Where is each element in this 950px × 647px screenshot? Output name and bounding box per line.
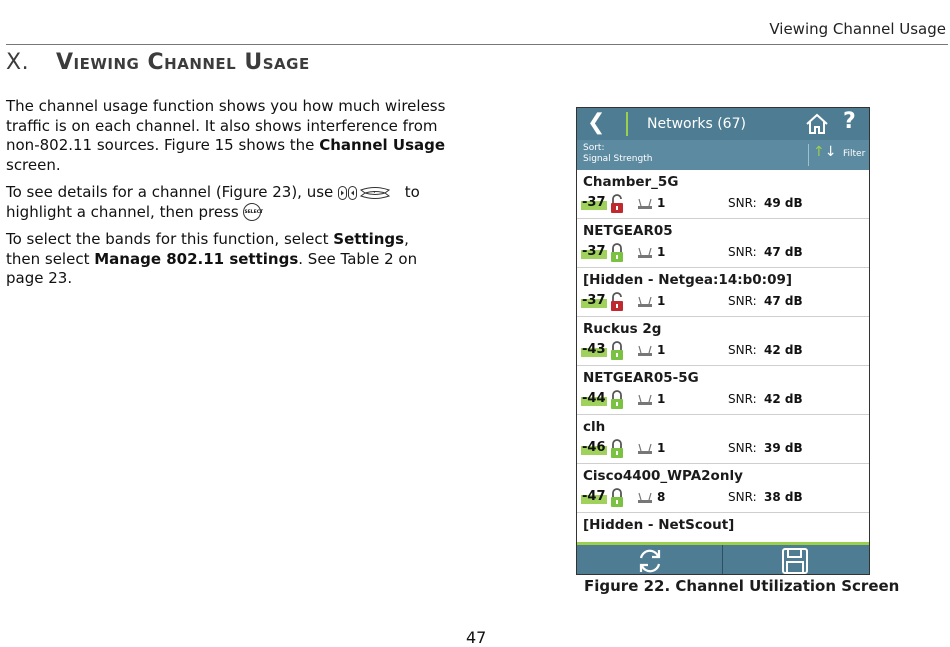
- paragraph-details: [6, 183, 446, 222]
- section-number: X.: [6, 50, 30, 75]
- sort-separator: [808, 144, 809, 166]
- snr-value: 38 dB: [764, 490, 803, 504]
- snr-value: 49 dB: [764, 196, 803, 210]
- access-point-count: 1: [657, 294, 666, 308]
- sort-bar: [577, 140, 869, 170]
- access-point-icon: [638, 443, 652, 455]
- manage-settings-term: Manage 802.11 settings: [94, 249, 299, 268]
- access-point-count: 1: [657, 196, 666, 210]
- signal-strength: -37: [582, 293, 606, 308]
- header-rule: [6, 44, 948, 45]
- refresh-icon: [635, 546, 665, 575]
- network-name: NETGEAR05: [583, 223, 673, 239]
- lock-icon: [609, 243, 625, 263]
- signal-strength: -37: [582, 244, 606, 259]
- lock-icon: [609, 390, 625, 410]
- signal-strength: -43: [582, 342, 606, 357]
- signal-strength: -44: [582, 391, 606, 406]
- network-row[interactable]: [577, 415, 869, 464]
- network-row[interactable]: [577, 317, 869, 366]
- paragraph-bands: [6, 230, 446, 289]
- network-list: [577, 170, 869, 562]
- snr-value: 42 dB: [764, 343, 803, 357]
- network-name: [Hidden - NetScout]: [583, 517, 735, 533]
- signal-strength: -47: [582, 489, 606, 504]
- paragraph-bands-b: , then select: [6, 230, 409, 268]
- paragraph-intro-text: The channel usage function shows you how much wireless traffic is on each channel. It also shows interference from non-802.11 sources. Figure 15 shows the: [6, 97, 446, 154]
- snr-value: 47 dB: [764, 245, 803, 259]
- save-button[interactable]: [723, 545, 868, 575]
- access-point-icon: [638, 296, 652, 308]
- unlocked-icon: [609, 194, 625, 214]
- paragraph-intro-end: screen.: [6, 155, 61, 174]
- network-name: [Hidden - Netgea:14:b0:09]: [583, 272, 793, 288]
- signal-strength: -37: [582, 195, 606, 210]
- help-button[interactable]: ?: [843, 109, 856, 134]
- network-name: clh: [583, 419, 606, 435]
- access-point-icon: [638, 394, 652, 406]
- screen-title: Networks (67): [647, 116, 746, 132]
- access-point-count: 1: [657, 441, 666, 455]
- arrow-keys-icon: [338, 185, 400, 201]
- network-row[interactable]: [577, 268, 869, 317]
- paragraph-details-b: to highlight a channel, then press: [6, 183, 420, 221]
- section-heading: [6, 50, 310, 75]
- paragraph-bands-c: . See Table 2 on page 23.: [6, 249, 418, 287]
- home-icon[interactable]: [805, 112, 829, 140]
- network-name: Chamber_5G: [583, 174, 679, 190]
- network-name: Ruckus 2g: [583, 321, 662, 337]
- snr-label: SNR:: [728, 490, 757, 504]
- filter-button[interactable]: Filter: [843, 149, 866, 159]
- chevron-left-icon[interactable]: ❮: [587, 110, 606, 135]
- title-separator: [626, 112, 628, 136]
- access-point-count: 1: [657, 343, 666, 357]
- settings-term: Settings: [333, 230, 405, 248]
- access-point-count: 1: [657, 392, 666, 406]
- lock-icon: [609, 488, 625, 508]
- sort-control[interactable]: [583, 143, 652, 165]
- signal-strength: -46: [582, 440, 606, 455]
- snr-label: SNR:: [728, 392, 757, 406]
- paragraph-bands-a: To select the bands for this function, select: [6, 230, 334, 248]
- snr-value: 47 dB: [764, 294, 803, 308]
- access-point-count: 8: [657, 490, 666, 504]
- title-bar: [577, 108, 869, 140]
- unlocked-icon: [609, 292, 625, 312]
- access-point-count: 1: [657, 245, 666, 259]
- select-key-icon: SELECT: [243, 203, 261, 221]
- network-name: Cisco4400_WPA2only: [583, 468, 743, 484]
- access-point-icon: [638, 247, 652, 259]
- body-text: [6, 97, 446, 297]
- sort-order-icon[interactable]: ↑↓: [813, 144, 837, 160]
- sort-label: Sort:: [583, 143, 605, 153]
- sort-value: Signal Strength: [583, 154, 653, 164]
- figure-caption: Figure 22. Channel Utilization Screen: [584, 577, 900, 595]
- device-screenshot: [576, 107, 870, 575]
- snr-label: SNR:: [728, 245, 757, 259]
- snr-value: 42 dB: [764, 392, 803, 406]
- access-point-icon: [638, 198, 652, 210]
- network-row[interactable]: [577, 170, 869, 219]
- save-icon: [781, 547, 809, 575]
- access-point-icon: [638, 345, 652, 357]
- channel-usage-term: Channel Usage: [319, 136, 446, 154]
- snr-label: SNR:: [728, 343, 757, 357]
- refresh-button[interactable]: [577, 545, 723, 575]
- paragraph-intro: [6, 97, 446, 175]
- snr-label: SNR:: [728, 196, 757, 210]
- snr-label: SNR:: [728, 441, 757, 455]
- running-header: Viewing Channel Usage: [769, 20, 946, 38]
- section-title: Viewing Channel Usage: [56, 50, 310, 75]
- lock-icon: [609, 439, 625, 459]
- paragraph-details-a: To see details for a channel (Figure 23), use: [6, 183, 339, 201]
- network-row[interactable]: [577, 219, 869, 268]
- bottom-toolbar: [577, 542, 869, 575]
- page-number: 47: [466, 628, 487, 647]
- network-row[interactable]: [577, 366, 869, 415]
- snr-label: SNR:: [728, 294, 757, 308]
- network-row[interactable]: [577, 464, 869, 513]
- lock-icon: [609, 341, 625, 361]
- network-name: NETGEAR05-5G: [583, 370, 699, 386]
- access-point-icon: [638, 492, 652, 504]
- snr-value: 39 dB: [764, 441, 803, 455]
